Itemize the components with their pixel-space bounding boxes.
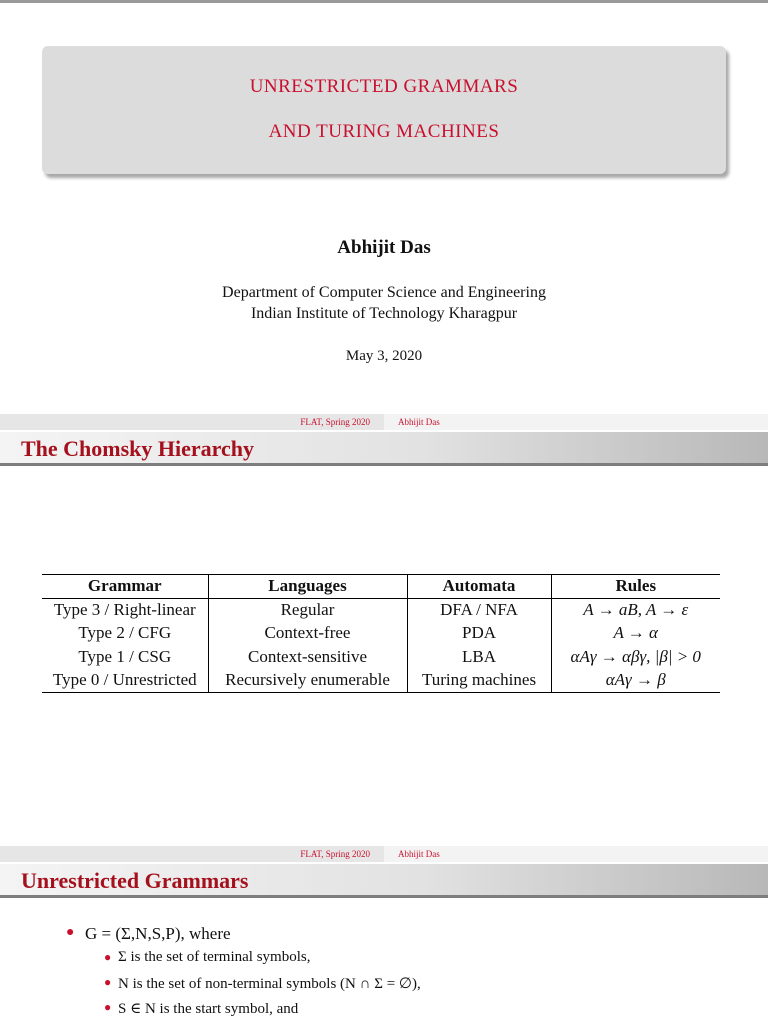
frame-title: Unrestricted Grammars (21, 868, 249, 893)
table-header-row (42, 575, 720, 599)
footer-author: Abhijit Das (398, 417, 440, 427)
bullet-dot-icon: ● (66, 925, 75, 940)
chomsky-table (42, 574, 720, 693)
footer-course: FLAT, Spring 2020 (300, 849, 370, 859)
institute: Indian Institute of Technology Kharagpur (250, 305, 518, 322)
table-cell: Regular (208, 598, 407, 622)
top-rule (0, 0, 768, 3)
title-line-2: AND TURING MACHINES (268, 121, 500, 142)
table-cell: Turing machines (407, 669, 551, 693)
author-name: Abhijit Das (337, 237, 431, 258)
table-header: Automata (407, 575, 551, 599)
footer-author: Abhijit Das (398, 849, 440, 859)
frame-title-bar (0, 864, 768, 898)
frame-title: The Chomsky Hierarchy (21, 436, 255, 461)
bullet-dot-icon: ● (104, 975, 112, 989)
table-row (42, 669, 720, 693)
table-header: Grammar (42, 575, 208, 599)
table-cell: αAγ → β (551, 669, 720, 693)
table-header: Languages (208, 575, 407, 599)
footer-course: FLAT, Spring 2020 (300, 417, 370, 427)
table-cell: αAγ → αβγ, |β| > 0 (570, 646, 701, 666)
footer-slide-2 (0, 846, 768, 862)
table-row (42, 645, 720, 669)
date: May 3, 2020 (345, 348, 423, 364)
table-cell: A → α (613, 623, 658, 643)
bullet-text: G = (Σ,N,S,P), where (85, 924, 231, 943)
bullet-text: N is the set of non-terminal symbols (N ∩ Σ = ∅), (118, 976, 421, 992)
table-header: Rules (551, 575, 720, 599)
bullet-text: S ∈ N is the start symbol, and (118, 1001, 299, 1017)
table-cell: PDA (407, 622, 551, 646)
table-cell: Type 2 / CFG (42, 622, 208, 646)
table-cell: Context-sensitive (208, 645, 407, 669)
bullet-text: Σ is the set of terminal symbols, (118, 949, 311, 965)
bullet-dot-icon: ● (104, 1000, 112, 1014)
table-cell: Type 0 / Unrestricted (42, 669, 208, 693)
table-row (42, 622, 720, 646)
department: Department of Computer Science and Engineering (222, 284, 546, 301)
table-row (42, 598, 720, 622)
table-cell: Context-free (208, 622, 407, 646)
table-cell: Recursively enumerable (208, 669, 407, 693)
table-cell: Type 1 / CSG (42, 645, 208, 669)
table-cell: DFA / NFA (407, 598, 551, 622)
footer-slide-1 (0, 414, 768, 430)
table-cell: A → aB, A → ε (583, 600, 689, 619)
table-cell: LBA (407, 645, 551, 669)
table-cell: Type 3 / Right-linear (42, 598, 208, 622)
bullet-dot-icon: ● (104, 950, 112, 964)
title-line-1: UNRESTRICTED GRAMMARS (249, 76, 519, 97)
frame-title-bar (0, 432, 768, 466)
title-box (42, 46, 726, 174)
